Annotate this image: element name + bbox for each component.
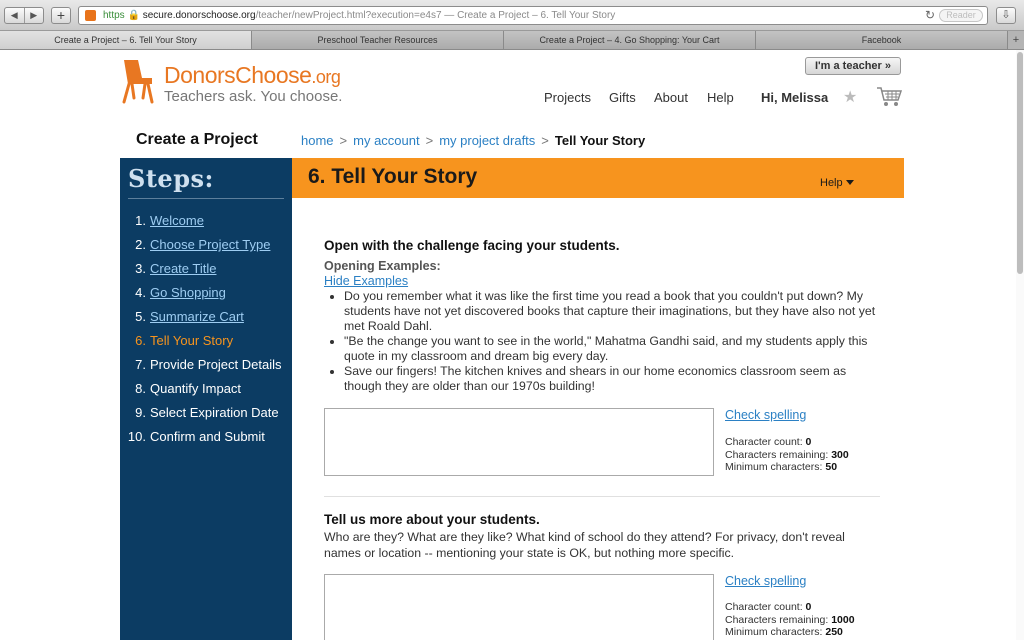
- tab-bar: [0, 31, 1024, 50]
- help-label: Help: [820, 177, 843, 189]
- count-label: Character count:: [725, 436, 803, 448]
- step-item-5[interactable]: [120, 305, 292, 329]
- url-path: /teacher/newProject.html?execution=e4s7: [255, 10, 442, 21]
- steps-title: Steps:: [128, 164, 214, 193]
- tab-create-project-shopping[interactable]: Create a Project – 4. Go Shopping: Your Cart: [504, 31, 756, 49]
- count-value: 0: [805, 436, 812, 448]
- example-item: • "Be the change you want to see in the world," Mahatma Gandhi said, and my students apply this quote in my classroom and dream big every day.: [344, 334, 884, 364]
- step-label[interactable]: Choose Project Type: [150, 237, 271, 252]
- breadcrumb-current: Tell Your Story: [554, 133, 646, 148]
- tab-preschool-resources[interactable]: Preschool Teacher Resources: [252, 31, 504, 49]
- remaining-value: 300: [831, 448, 849, 461]
- step-number: 7.: [135, 357, 146, 372]
- step-label[interactable]: Summarize Cart: [150, 309, 244, 324]
- remaining-value: 1000: [831, 613, 855, 626]
- hide-examples-link[interactable]: Hide Examples: [324, 274, 409, 288]
- logo-name: [164, 62, 340, 89]
- tab-facebook[interactable]: Facebook: [756, 31, 1008, 49]
- remaining-label: Characters remaining:: [725, 448, 829, 461]
- step-label: Select Expiration Date: [150, 405, 279, 420]
- step-number: 10.: [127, 429, 146, 444]
- add-tab-icon[interactable]: +: [1012, 34, 1020, 46]
- caret-down-icon: [846, 180, 854, 185]
- minimum-label: Minimum characters:: [725, 626, 823, 638]
- nav-help[interactable]: Help: [707, 90, 734, 105]
- section-divider: [324, 496, 880, 497]
- steps-list: [120, 209, 292, 449]
- step-number: 2.: [135, 237, 146, 252]
- breadcrumb: home > my account > my project drafts > Tell Your Story: [301, 133, 646, 148]
- new-tab-button[interactable]: +: [51, 7, 71, 24]
- url-page-title: — Create a Project – 6. Tell Your Story: [441, 10, 616, 21]
- chair-logo-icon: [118, 58, 156, 104]
- forward-arrow-icon[interactable]: ▶: [24, 8, 44, 23]
- im-a-teacher-button[interactable]: I'm a teacher »: [805, 57, 901, 75]
- breadcrumb-home[interactable]: home: [301, 133, 334, 148]
- help-dropdown[interactable]: [820, 177, 854, 189]
- minimum-value: 250: [825, 626, 843, 638]
- step-number: 6.: [135, 333, 146, 348]
- step-item-3[interactable]: [120, 257, 292, 281]
- back-forward-buttons[interactable]: [4, 7, 44, 24]
- logo-name-text: DonorsChoose: [164, 62, 312, 88]
- tab-create-project-story[interactable]: Create a Project – 6. Tell Your Story: [0, 31, 252, 49]
- count-value: 0: [805, 601, 812, 613]
- shopping-cart-icon[interactable]: [876, 86, 902, 108]
- step-label[interactable]: Go Shopping: [150, 285, 226, 300]
- opening-examples-list: [324, 289, 884, 394]
- step-number: 3.: [135, 261, 146, 276]
- logo-org-text: .org: [311, 67, 341, 87]
- nav-projects[interactable]: Projects: [544, 90, 591, 105]
- reader-button[interactable]: Reader: [939, 9, 983, 22]
- opening-examples-label: Opening Examples:: [324, 259, 441, 273]
- lock-icon: 🔒: [127, 10, 140, 21]
- url-protocol: https: [103, 10, 125, 21]
- q2-heading: Tell us more about your students.: [324, 512, 540, 527]
- step-item-2[interactable]: [120, 233, 292, 257]
- q1-heading: Open with the challenge facing your students.: [324, 238, 620, 253]
- q2-check-spelling-link[interactable]: Check spelling: [725, 574, 807, 588]
- step-number: 8.: [135, 381, 146, 396]
- step-item-4[interactable]: [120, 281, 292, 305]
- browser-toolbar: [0, 0, 1024, 31]
- minimum-label: Minimum characters:: [725, 461, 823, 473]
- step-item-1[interactable]: [120, 209, 292, 233]
- step-label: Tell Your Story: [150, 333, 234, 348]
- step-number: 9.: [135, 405, 146, 420]
- url-host: secure.donorschoose.org: [142, 10, 256, 21]
- step-number: 5.: [135, 309, 146, 324]
- example-item: • Do you remember what it was like the first time you read a book that you couldn't put down? My students have not yet discovered books that capture their imaginations, but they have also not yet met Roald Dahl.: [344, 289, 884, 334]
- step-item-6: [120, 329, 292, 353]
- nav-about[interactable]: About: [654, 90, 688, 105]
- nav-gifts[interactable]: Gifts: [609, 90, 636, 105]
- step-item-8: [120, 377, 292, 401]
- logo-tagline: Teachers ask. You choose.: [164, 88, 343, 105]
- create-project-title: Create a Project: [136, 131, 258, 148]
- web-page: [0, 50, 1024, 640]
- q1-check-spelling-link[interactable]: Check spelling: [725, 408, 807, 422]
- section-header-bar: [292, 158, 904, 198]
- step-number: 1.: [135, 213, 146, 228]
- q2-answer-textarea[interactable]: [324, 574, 714, 640]
- scrollbar-thumb[interactable]: [1017, 52, 1023, 274]
- steps-divider: [128, 198, 284, 199]
- reload-icon[interactable]: ↻: [924, 8, 935, 22]
- back-arrow-icon[interactable]: ◀: [10, 10, 18, 20]
- download-icon[interactable]: ⇩: [996, 7, 1016, 24]
- section-title: 6. Tell Your Story: [308, 165, 478, 188]
- count-label: Character count:: [725, 601, 803, 613]
- star-icon[interactable]: ★: [843, 89, 858, 106]
- user-greeting[interactable]: Hi, Melissa: [761, 90, 829, 105]
- q1-character-counts: [725, 436, 849, 474]
- step-item-10: [120, 425, 292, 449]
- q2-character-counts: [725, 601, 855, 639]
- step-label: Quantify Impact: [150, 381, 242, 396]
- step-item-7: [120, 353, 292, 377]
- step-label: Provide Project Details: [150, 357, 282, 372]
- step-item-9: [120, 401, 292, 425]
- step-number: 4.: [135, 285, 146, 300]
- address-bar[interactable]: [78, 6, 988, 25]
- breadcrumb-my-project-drafts[interactable]: my project drafts: [439, 133, 536, 148]
- q1-answer-textarea[interactable]: [324, 408, 714, 476]
- vertical-scrollbar[interactable]: [1016, 50, 1024, 640]
- breadcrumb-my-account[interactable]: my account: [353, 133, 420, 148]
- site-favicon-icon: [85, 10, 96, 21]
- site-logo[interactable]: [118, 56, 358, 108]
- step-label[interactable]: Welcome: [150, 213, 204, 228]
- q2-description: Who are they? What are they like? What kind of school do they attend? For privacy, don't reveal names or location -- mentioning your state is OK, but nothing more specific.: [324, 530, 845, 560]
- example-item: • Save our fingers! The kitchen knives and shears in our home economics classroom seem as though they are older than our 1970s building!: [344, 364, 884, 394]
- steps-sidebar: [120, 158, 292, 640]
- step-label[interactable]: Create Title: [150, 261, 217, 276]
- step-label: Confirm and Submit: [150, 429, 265, 444]
- remaining-label: Characters remaining:: [725, 613, 829, 626]
- minimum-value: 50: [825, 461, 838, 473]
